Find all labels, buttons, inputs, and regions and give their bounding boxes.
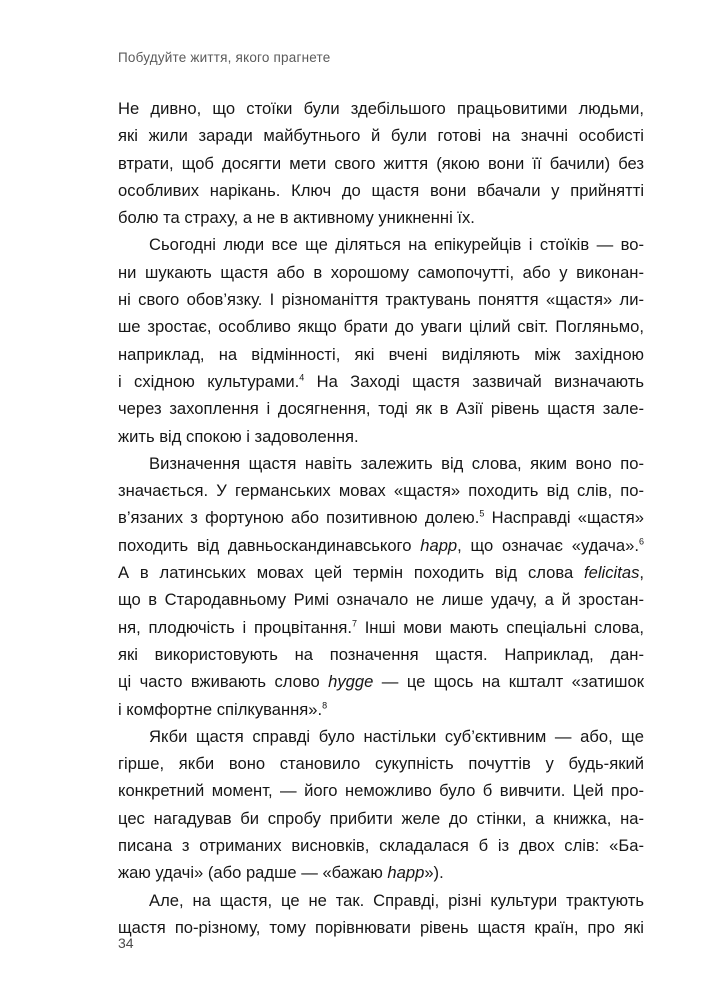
text-line: ні свого обов’язку. І різноманіття трактувань поняття «щастя» ли- bbox=[118, 290, 644, 310]
text-line: ни шукають щастя або в хорошому самопочутті, або у виконан- bbox=[118, 262, 644, 282]
text-line: Якби щастя справді було настільки суб’єктивним — або, ще bbox=[149, 726, 644, 746]
text-fragment: »). bbox=[424, 863, 444, 883]
text-line: писана з отриманих висновків, складалася б із двох слів: «Ба- bbox=[118, 836, 644, 856]
italic-term: happ bbox=[420, 535, 458, 555]
text-fragment: і комфортне спілкування». bbox=[118, 699, 323, 719]
text-line: які використовують на позначення щастя. Наприклад, дан- bbox=[118, 644, 644, 664]
footnote-ref: 5 bbox=[479, 508, 485, 519]
text-line: втрати, щоб досягти мети свого життя (якою вони її бачили) без bbox=[118, 153, 644, 173]
text-line: особливих нарікань. Ключ до щастя вони вбачали у прийнятті bbox=[118, 180, 644, 200]
text-line bbox=[118, 696, 644, 723]
text-fragment: А в латинських мовах цей термін походить від слова bbox=[118, 563, 585, 583]
text-line: конкретний момент, — його неможливо було б вивчити. Цей про- bbox=[118, 781, 644, 801]
footnote-ref: 7 bbox=[351, 618, 357, 629]
footnote-ref: 6 bbox=[638, 536, 644, 547]
text-fragment: Насправді «щастя» bbox=[484, 508, 644, 528]
text-fragment: і східною культурами. bbox=[118, 371, 300, 391]
text-line: які жили заради майбутнього й були готові на значні особисті bbox=[118, 126, 644, 146]
text-line bbox=[118, 559, 644, 586]
text-line bbox=[118, 504, 644, 531]
text-fragment: походить від давньоскандинавського bbox=[118, 535, 421, 555]
text-line bbox=[118, 859, 644, 886]
text-line: цес нагадував би спробу прибити желе до стінки, а книжка, на- bbox=[118, 808, 644, 828]
text-fragment: Інші мови мають спеціальні слова, bbox=[356, 617, 644, 637]
page-number: 34 bbox=[118, 935, 134, 951]
running-header: Побудуйте життя, якого прагнете bbox=[118, 50, 331, 65]
text-line: болю та страху, а не в активному уникненні їх. bbox=[118, 208, 475, 228]
text-line: Визначення щастя навіть залежить від слова, яким воно по- bbox=[149, 453, 644, 473]
text-fragment: ці часто вживають слово bbox=[118, 672, 329, 692]
footnote-ref: 4 bbox=[299, 372, 305, 383]
italic-term: happ bbox=[387, 863, 425, 883]
italic-term: hygge bbox=[328, 672, 374, 692]
text-line bbox=[118, 368, 644, 395]
text-line bbox=[118, 532, 644, 559]
text-fragment: , bbox=[639, 563, 644, 583]
text-fragment: , що означає «удача». bbox=[457, 535, 639, 555]
text-fragment: — це щось на кшталт «затишок bbox=[373, 672, 644, 692]
text-line: через захоплення і досягнення, тоді як в Азії рівень щастя зале- bbox=[118, 399, 644, 419]
footnote-ref: 8 bbox=[322, 700, 328, 710]
text-line: Сьогодні люди все ще діляться на епікурейців і стоїків — во- bbox=[149, 235, 644, 255]
text-line: ше зростає, особливо якщо брати до уваги цілий світ. Погляньмо, bbox=[118, 317, 644, 337]
text-fragment: в’язаних з фортуною або позитивною долею. bbox=[118, 508, 480, 528]
text-line bbox=[118, 614, 644, 641]
text-fragment: ня, плодючість і процвітання. bbox=[118, 617, 352, 637]
text-line bbox=[118, 668, 644, 695]
text-line: значається. У германських мовах «щастя» походить від слів, по- bbox=[118, 481, 644, 501]
text-line: Але, на щастя, це не так. Справді, різні культури трактують bbox=[149, 890, 644, 910]
text-line: наприклад, на відмінності, які вчені виділяють між західною bbox=[118, 344, 644, 364]
body-text bbox=[118, 95, 644, 941]
text-line: гірше, якби воно становило сукупність почуттів у будь-який bbox=[118, 754, 644, 774]
text-fragment: На Заході щастя зазвичай визначають bbox=[304, 371, 644, 391]
text-fragment: жаю удачі» (або радше — «бажаю bbox=[118, 863, 388, 883]
text-line: що в Стародавньому Римі означало не лише удачу, а й зростан- bbox=[118, 590, 644, 610]
text-line: Не дивно, що стоїки були здебільшого працьовитими людьми, bbox=[118, 99, 644, 118]
text-line: жить від спокою і задоволення. bbox=[118, 426, 359, 446]
italic-term: felicitas bbox=[584, 563, 640, 583]
text-line: щастя по-різному, тому порівнювати рівень щастя країн, про які bbox=[118, 917, 644, 937]
